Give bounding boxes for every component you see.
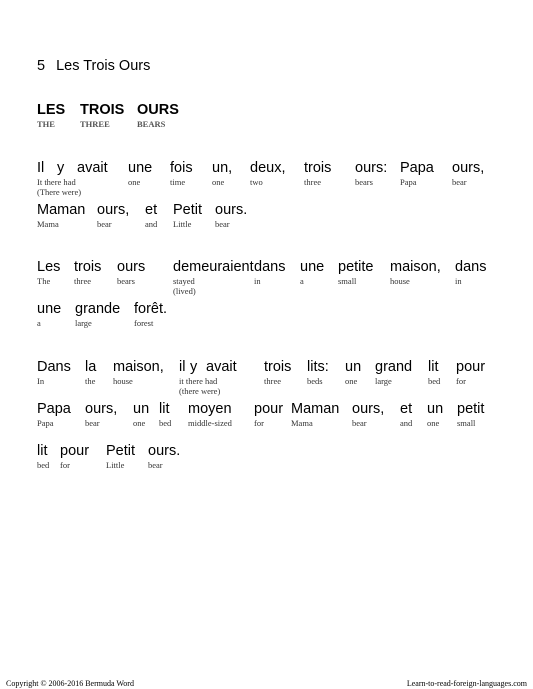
french-word: avait: [77, 160, 108, 176]
french-word: pour: [60, 443, 90, 459]
title-word-fr: OURS: [137, 102, 179, 118]
english-gloss-alt: (there were): [179, 386, 221, 396]
french-word: ours,: [452, 160, 485, 176]
french-word: y: [57, 160, 65, 176]
french-word: dans: [455, 259, 487, 275]
french-word: petit: [457, 401, 485, 417]
english-gloss: three: [304, 177, 321, 187]
french-word: et: [145, 202, 158, 218]
french-word: Maman: [291, 401, 340, 417]
french-word: un: [133, 401, 150, 417]
english-gloss: house: [390, 276, 410, 286]
french-word: maison,: [113, 359, 164, 375]
english-gloss: time: [170, 177, 186, 187]
english-gloss: one: [212, 177, 225, 187]
english-gloss: for: [456, 376, 466, 386]
english-gloss: the: [85, 376, 96, 386]
french-word: fois: [170, 160, 193, 176]
title-word-en: THREE: [80, 119, 110, 129]
french-word: Papa: [400, 160, 434, 176]
page-heading: [37, 58, 150, 74]
french-word: pour: [254, 401, 284, 417]
english-gloss: bears: [355, 177, 373, 187]
english-gloss: three: [74, 276, 91, 286]
french-word: lit: [159, 401, 170, 417]
english-gloss: two: [250, 177, 263, 187]
english-gloss: one: [427, 418, 440, 428]
english-gloss: and: [145, 219, 158, 229]
french-word: y: [190, 359, 198, 375]
french-word: ours.: [215, 202, 248, 218]
french-word: maison,: [390, 259, 441, 275]
copyright-text: Copyright © 2006-2016 Bermuda Word: [6, 679, 134, 688]
english-gloss: bears: [117, 276, 135, 286]
english-gloss: bed: [37, 460, 50, 470]
french-word: moyen: [188, 401, 232, 417]
french-word: Petit: [173, 202, 203, 218]
french-word: ours: [117, 259, 146, 275]
french-word: un: [345, 359, 362, 375]
english-gloss: bear: [215, 219, 230, 229]
english-gloss: Mama: [291, 418, 313, 428]
english-gloss: one: [345, 376, 358, 386]
french-word: un,: [212, 160, 233, 176]
french-word: Maman: [37, 202, 86, 218]
english-gloss: bed: [159, 418, 172, 428]
title-word-en: THE: [37, 119, 55, 129]
english-gloss: In: [37, 376, 45, 386]
french-word: ours,: [85, 401, 118, 417]
english-gloss: in: [455, 276, 462, 286]
english-gloss: Little: [173, 219, 192, 229]
french-word: trois: [74, 259, 102, 275]
french-word: lit: [428, 359, 439, 375]
english-gloss: beds: [307, 376, 323, 386]
french-word: pour: [456, 359, 486, 375]
english-gloss: forest: [134, 318, 154, 328]
english-gloss: and: [400, 418, 413, 428]
english-gloss: Papa: [400, 177, 417, 187]
french-word: avait: [206, 359, 237, 375]
french-word: trois: [304, 160, 332, 176]
french-word: une: [37, 301, 62, 317]
french-word: ours,: [352, 401, 385, 417]
english-gloss: middle-sized: [188, 418, 232, 428]
page-title: Les Trois Ours: [56, 58, 151, 74]
english-gloss: small: [457, 418, 476, 428]
french-word: dans: [254, 259, 286, 275]
french-word: ours.: [148, 443, 181, 459]
english-gloss: bear: [85, 418, 100, 428]
english-gloss: bear: [148, 460, 163, 470]
french-word: trois: [264, 359, 292, 375]
french-word: ours,: [97, 202, 130, 218]
english-gloss: in: [254, 276, 261, 286]
french-word: grande: [75, 301, 121, 317]
french-word: Dans: [37, 359, 71, 375]
title-word-en: BEARS: [137, 119, 166, 129]
french-word: ours:: [355, 160, 388, 176]
english-gloss: small: [338, 276, 357, 286]
french-word: et: [400, 401, 413, 417]
english-gloss: stayed: [173, 276, 195, 286]
english-gloss: Papa: [37, 418, 54, 428]
english-gloss: Little: [106, 460, 125, 470]
french-word: une: [300, 259, 325, 275]
french-word: Petit: [106, 443, 136, 459]
french-word: petite: [338, 259, 374, 275]
english-gloss: three: [264, 376, 281, 386]
french-word: Il: [37, 160, 45, 176]
french-word: la: [85, 359, 97, 375]
english-gloss: one: [128, 177, 141, 187]
english-gloss: for: [254, 418, 264, 428]
english-gloss-alt: (There were): [37, 187, 82, 197]
french-word: Papa: [37, 401, 71, 417]
french-word: deux,: [250, 160, 286, 176]
english-gloss: it there had: [179, 376, 218, 386]
french-word: une: [128, 160, 153, 176]
english-gloss: a: [300, 276, 304, 286]
french-word: forêt.: [134, 301, 168, 317]
english-gloss-alt: (lived): [173, 286, 196, 296]
french-word: lits:: [307, 359, 329, 375]
english-gloss: a: [37, 318, 41, 328]
french-word: Les: [37, 259, 61, 275]
french-word: lit: [37, 443, 48, 459]
english-gloss: bear: [97, 219, 112, 229]
english-gloss: bear: [452, 177, 467, 187]
page-number: 5: [37, 58, 46, 74]
french-word: un: [427, 401, 444, 417]
english-gloss: one: [133, 418, 146, 428]
site-name: Learn-to-read-foreign-languages.com: [406, 679, 527, 688]
english-gloss: bear: [352, 418, 367, 428]
english-gloss: large: [75, 318, 92, 328]
english-gloss: for: [60, 460, 70, 470]
english-gloss: bed: [428, 376, 441, 386]
english-gloss: house: [113, 376, 133, 386]
english-gloss: Mama: [37, 219, 59, 229]
english-gloss: The: [37, 276, 51, 286]
french-word: grand: [375, 359, 413, 375]
english-gloss: It there had: [37, 177, 76, 187]
title-word-fr: TROIS: [80, 102, 125, 118]
french-word: il: [179, 359, 186, 375]
title-word-fr: LES: [37, 102, 66, 118]
english-gloss: large: [375, 376, 392, 386]
french-word: demeuraient: [173, 259, 254, 275]
